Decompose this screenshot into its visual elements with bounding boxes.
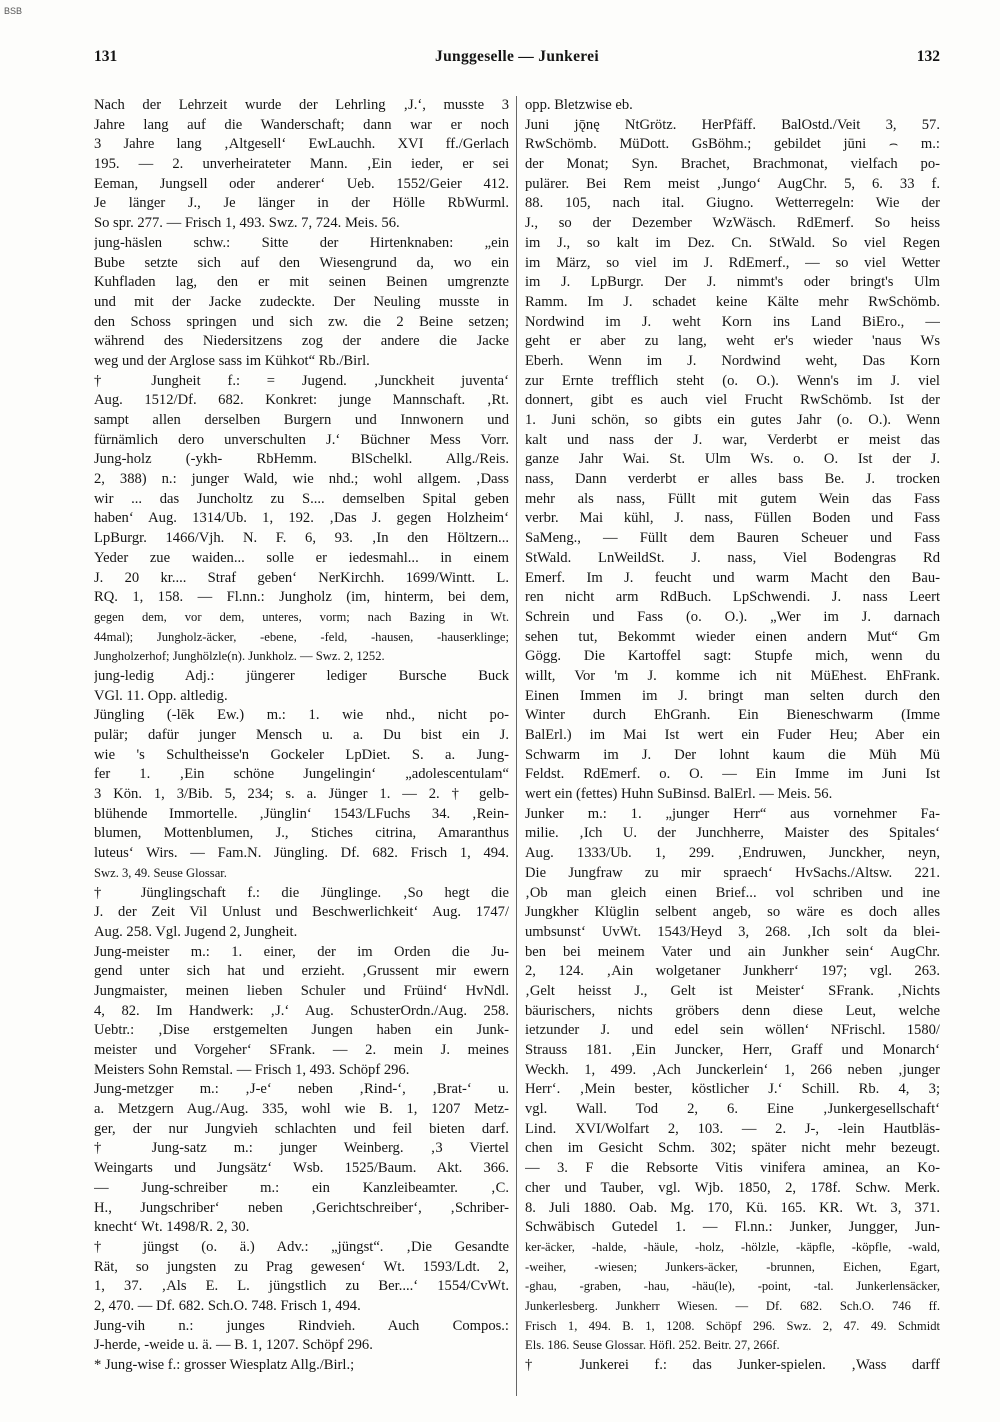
text-line: Aug. 1512/Df. 682. Konkret: junge Mannschaft. ‚Rt. [94, 392, 509, 409]
text-line: Juni jǭnę NtGrötz. HerPfäff. BalOstd./Veit 3, 57. [525, 116, 940, 133]
left-column [94, 96, 509, 1396]
text-line: J-herde, -weide u. ä. — B. 1, 1207. Schöpf 296. [94, 1337, 373, 1354]
text-line: Swz. 3, 49. Seuse Glossar. [94, 865, 227, 880]
text-line: ietzunder J. und edel sein wöllen‘ NFrischl. 1580/ [525, 1022, 940, 1039]
text-line: vgl. Wall. Tod 2, 6. Eine ‚Junkergesellschaft‘ [525, 1101, 940, 1118]
text-line: fer 1. ‚Ein schöne Jungelingin‘ „adolescentulam“ [94, 766, 509, 783]
text-line: Nach der Lehrzeit wurde der Lehrling ‚J.‘, musste 3 [94, 97, 509, 113]
text-line: VGl. 11. Opp. altledig. [94, 687, 228, 704]
text-line: Junker m.: 1. „junger Herr“ aus vornehmer Fa- [525, 805, 940, 822]
text-line: kalt und nass der J. war, Verderbt er meist das [525, 431, 940, 448]
right-column [525, 96, 940, 1396]
text-line: † Jung-satz m.: junger Weinberg. ‚3 Viertel [94, 1140, 509, 1157]
text-line: Einen Immen im J. bringt man selten durch den [525, 687, 940, 704]
text-line: Aug. 1333/Ub. 1, 299. ‚Endruwen, Junckher, neyn, [525, 845, 940, 862]
text-line: Rät, so jungsten zu Prag gewesen‘ Wt. 1593/Ldt. 2, [94, 1258, 509, 1275]
page-number-right: 132 [916, 48, 940, 65]
text-line: Lind. XVI/Wolfart 2, 103. — 2. J-, -lein Hautbläs- [525, 1120, 940, 1137]
text-line: ren nicht arm RdBuch. LpSchwendi. J. nass Leert [525, 589, 940, 606]
text-line: gend unter sich hat und erzieht. ‚Grussent mir ewern [94, 963, 509, 980]
text-line: geht er aber zu lang, weht er's wieder 'naus Ws [525, 333, 940, 350]
text-line: J. der Zeit Vil Unlust und Beschwerlichkeit‘ Aug. 1747/ [94, 904, 509, 921]
text-line: Die Jungfraw zu mir spraech‘ HvSachs./Altsw. 221. [525, 864, 940, 881]
text-line: StWald. LnWeildSt. J. nass, Viel Bodengras Rd [525, 549, 940, 566]
text-line: Meisters Sohn Remstal. — Frisch 1, 493. Schöpf 296. [94, 1061, 410, 1078]
text-line: -weiher, -wiesen; Junkers-äcker, -brunnen, Eichen, Egart, [525, 1259, 940, 1274]
text-line: Schrein und Fass (o. O.). „Wer im J. darnach [525, 608, 940, 625]
text-line: zur Ernte trefflich steht (o. O.). Wenn's im J. viel [525, 372, 940, 389]
text-line: — Jung-schreiber m.: ein Kanzleibeamter. ‚C. [94, 1179, 509, 1196]
text-line: verbr. Mai kühl, J. nass, Füllen Boden und Fass [525, 510, 940, 527]
text-line: LpBurgr. 1466/Vjh. N. F. 6, 93. ‚In den Höltzern... [94, 530, 509, 547]
text-line: mehr als nass, Füllt mit gutem Wein das Fass [525, 490, 940, 507]
text-line: Eberh. Wenn im J. Nordwind weht, Das Korn [525, 352, 940, 369]
text-line: Herr‘. ‚Mein bester, köstlicher J.‘ Schill. Rb. 4, 3; [525, 1081, 940, 1098]
text-line: 2, 388) n.: junger Wald, wie nhd.; wohl allgem. ‚Dass [94, 471, 509, 488]
text-line: Gögg. Die Kartoffel sagt: Stupfe mich, wenn du [525, 648, 940, 665]
text-line: weg und der Arglose sass im Kühkot“ Rb./Birl. [94, 352, 370, 369]
text-line: wir ... das Juncholtz zu S.... demselben Spital geben [94, 490, 509, 507]
text-line: Strauss 181. ‚Ein Juncker, Herr, Graff und Monarch‘ [525, 1042, 940, 1058]
text-line: Aug. 258. Vgl. Jugend 2, Jungheit. [94, 923, 298, 940]
text-line: und mit der Jacke zudeckte. Der Neuling musste in [94, 293, 509, 310]
text-line: So spr. 277. — Frisch 1, 493. Swz. 7, 724. Meis. 56. [94, 215, 400, 232]
text-line: Jung-vih n.: junges Rindvieh. Auch Compos.: [94, 1317, 509, 1334]
text-line: Jung-metzger m.: ‚J-e‘ neben ‚Rind-‘, ‚Brat-‘ u. [94, 1081, 509, 1098]
text-line: milie. ‚Ich U. der Junchherre, Maister des Spitales‘ [525, 825, 940, 842]
text-line: Els. 186. Seuse Glossar. Höfl. 252. Beitr. 27, 266f. [525, 1338, 780, 1353]
text-line: ger, der nur Jungvieh schlachten und feil bieten darf. [94, 1120, 509, 1137]
text-line: 4, 82. Im Handwerk: ‚J.‘ Aug. SchusterOrdn./Aug. 258. [94, 1002, 509, 1019]
text-line: BalErl.) im Mai Ist wert ein Fuder Heu; Aber ein [525, 727, 940, 743]
column-divider [516, 96, 517, 1396]
text-line: Jahre lang auf die Wanderschaft; dann war er noch [94, 116, 509, 133]
text-line: willt, Vor 'm J. komme ich nit MüEhest. EhFrank. [525, 667, 940, 684]
text-line: 1, 37. ‚Als E. L. jüngstlich zu Ber....‘ 1554/CvWt. [94, 1278, 509, 1295]
text-line: Feldst. RdEmerf. o. O. — Ein Imme im Juni Ist [525, 766, 940, 783]
text-line: Yeder zue waiden... solle er iedesmahl... in einem [94, 549, 509, 566]
page-header [94, 48, 940, 74]
text-line: Jungkher Klüglin selbent angeb, so wäre es doch alles [525, 904, 940, 921]
text-line: im März, so viel im J. RdEmerf., — so viel Wetter [525, 254, 940, 271]
text-line: a. Metzgern Aug./Aug. 335, wohl wie B. 1, 1207 Metz- [94, 1101, 509, 1118]
text-line: nass, Dann verderbt er alles bass Be. J. trocken [525, 471, 940, 488]
text-line: knecht‘ Wt. 1498/R. 2, 30. [94, 1219, 250, 1236]
text-line: Schwäbisch Gutedel 1. — Fl.nn.: Junker, Jungger, Jun- [525, 1219, 940, 1236]
text-line: luteus‘ Wirs. — Fam.N. Jüngling. Df. 682. Frisch 1, 494. [94, 845, 509, 862]
text-line: ker-äcker, -halde, -häule, -holz, -hölzle, -käpfle, -köpfle, -wald, [525, 1239, 940, 1254]
text-line: Frisch 1, 494. B. 1, 1208. Schöpf 296. Swz. 2, 47. 49. Schmidt [525, 1318, 940, 1333]
text-line: ben bei meinem Vater und ain Junkher sein‘ AugChr. [525, 943, 940, 960]
text-line: † Jünglingschaft f.: die Jünglinge. ‚So hegt die [94, 884, 509, 901]
text-line: wie 's Schultheisse'n Gockeler LpDiet. S. a. Jung- [94, 746, 509, 763]
text-line: Je länger J., Je länger in der Hölle RbWurml. [94, 195, 509, 212]
text-line: SaMeng., — Füllt dem Bauren Scheuer und Fass [525, 530, 940, 547]
text-line: Uebtr.: ‚Dise erstgemelten Jungen haben ein Junk- [94, 1022, 509, 1039]
text-line: † jüngst (o. ä.) Adv.: „jüngst“. ‚Die Gesandte [94, 1238, 509, 1255]
text-line: ganze Jahr Wai. St. Ulm Ws. o. O. Ist der J. [525, 451, 940, 468]
text-line: wert ein (fettes) Huhn SuBinsd. BalErl. — Meis. 56. [525, 786, 833, 803]
text-line: 1. Juni schön, so gibts ein gutes Jahr (o. O.). Wenn [525, 412, 940, 428]
text-line: sehen tut, Bekommt wieder einen andern Mut“ Gm [525, 628, 940, 645]
text-line: 2, 124. ‚Ain wolgetaner Junkherr‘ 197; vgl. 263. [525, 963, 940, 980]
text-line: 8. Juli 1880. Oab. Mg. 170, Kü. 165. KR. Wt. 3, 371. [525, 1199, 940, 1216]
text-line: 88. 105, nach ital. Giugno. Wetterregeln: Wie der [525, 195, 940, 212]
text-line: im J. LpBurgr. Der J. nimmt's oder bringt's Ulm [525, 274, 940, 291]
text-line: -ghau, -graben, -hau, -häu(le), -point, -tal. Junkerlensäcker, [525, 1279, 940, 1294]
text-line: H., Jungschriber‘ neben ‚Gerichtschreiber‘, ‚Schriber- [94, 1199, 509, 1216]
text-line: Schwarm im J. Der lohnt kaum die Müh Mü [525, 746, 940, 763]
text-line: meister und Vorgeher‘ SFrank. — 2. mein J. meines [94, 1042, 509, 1058]
text-line: haben‘ Aug. 1314/Ub. 1, 192. ‚Das J. gegen Holzheim‘ [94, 510, 509, 527]
text-line: — 3. F die Rebsorte Vitis vinifera aminea, an Ko- [525, 1160, 940, 1177]
page-number-left: 131 [94, 48, 118, 65]
text-line: den Schoss springen und sich zw. die 2 Beine setzen; [94, 313, 509, 330]
text-line: pulär; dafür junger Mensch u. a. Du bist ein J. [94, 727, 509, 743]
text-line: 195. — 2. unverheirateter Mann. ‚Ein ieder, er sei [94, 156, 509, 173]
text-line: J., so der Dezember WzWäsch. RdEmerf. So heiss [525, 215, 940, 232]
text-line: gegen dem, vor dem, unteres, vorm; nach Bazing in Wt. [94, 609, 509, 624]
text-line: donnert, gibt es auch viel Frucht RwSchömb. Ist der [525, 392, 940, 409]
text-line: während des Niedersitzens zog der andere die Jacke [94, 333, 509, 350]
text-line: ‚Ob man gleich einen Brief... vol schriben und ine [525, 884, 940, 901]
text-line: fürnämlich dero unverschulten J.‘ Büchner Mess Vorr. [94, 431, 509, 448]
text-line: blühende Immortelle. ‚Jünglin‘ 1543/LFuchs 34. ‚Rein- [94, 805, 509, 822]
text-line: † Junkerei f.: das Junker-spielen. ‚Wass darff [525, 1357, 940, 1373]
text-line: Jung-meister m.: 1. einer, der im Orden die Ju- [94, 943, 509, 960]
text-line: 2, 470. — Df. 682. Sch.O. 748. Frisch 1, 494. [94, 1297, 361, 1314]
text-line: umbsunst‘ UvWt. 1543/Heyd 3, 268. ‚Ich solt da blei- [525, 923, 940, 940]
running-title: Junggeselle — Junkerei [435, 48, 599, 65]
text-line: der Monat; Syn. Brachet, Brachmonat, vielfach po- [525, 156, 940, 173]
text-line: chen im Gesicht Schm. 302; später nicht mehr bezeugt. [525, 1140, 940, 1157]
library-stamp: BSB [4, 6, 23, 16]
text-line: Jung-holz (-ykh- RbHemm. BlSchelkl. Allg./Reis. [94, 451, 509, 468]
text-line: * Jung-wise f.: grosser Wiesplatz Allg./Birl.; [94, 1357, 355, 1373]
text-line: sampt allen derselben Burgern und Innwonern und [94, 412, 509, 428]
text-line: 44mal); Jungholz-äcker, -ebene, -feld, -hausen, -hauserklinge; [94, 629, 509, 644]
text-line: Weckh. 1, 499. ‚Ach Junckerlein‘ 1, 266 neben ‚junger [525, 1061, 940, 1078]
text-line: J. 20 kr.... Straf geben‘ NerKirchh. 1699/Wintt. L. [94, 569, 509, 586]
text-line: Winter durch EhGranh. Ein Bieneschwarm (Imme [525, 707, 940, 724]
text-line: jung-häslen schw.: Sitte der Hirtenknaben: „ein [94, 234, 509, 251]
text-line: Jüngling (-lēk Ew.) m.: 1. wie nhd., nicht po- [94, 707, 509, 724]
text-line: † Jungheit f.: = Jugend. ‚Junckheit juventa‘ [94, 372, 509, 389]
text-line: cher und Tauber, vgl. Wjb. 1850, 2, 178f. Schw. Merk. [525, 1179, 940, 1196]
text-line: Bube setzte sich auf den Wiesengrund da, wo ein [94, 254, 509, 271]
text-line: Jungholzerhof; Junghölzle(n). Junkholz. — Swz. 2, 1252. [94, 649, 385, 664]
text-line: Jungmaister, meinen lieben Schuler und Früind‘ HvNdl. [94, 982, 509, 999]
text-line: RwSchömb. MüDott. GsBöhm.; gebildet jūni ⌢ m.: [525, 136, 940, 153]
text-line: Weingarts und Jungsätz‘ Wsb. 1525/Baum. Akt. 366. [94, 1160, 509, 1177]
text-line: jung-ledig Adj.: jüngerer lediger Bursche Buck [94, 667, 509, 684]
text-line: RQ. 1, 158. — Fl.nn.: Jungholz (im, hinterm, bei dem, [94, 589, 509, 606]
text-line: opp. Bletzwise eb. [525, 97, 633, 113]
text-line: ‚Gelt heisst J., Gelt ist Meister‘ SFrank. ‚Nichts [525, 982, 940, 999]
text-line: Emerf. Im J. feucht und warm Macht den Bau- [525, 569, 940, 586]
text-line: im J., so kalt im Dez. Cn. StWald. So viel Regen [525, 234, 940, 251]
text-line: Ramm. Im J. schadet keine Kälte mehr RwSchömb. [525, 293, 940, 310]
text-line: pulärer. Bei Rem meist ‚Jungo‘ AugChr. 5, 6. 33 f. [525, 175, 940, 192]
text-line: blumen, Mottenblumen, J., Stiches citrina, Amaranthus [94, 825, 509, 842]
text-line: Junkerlesberg. Junkherr Wiesen. — Df. 682. Sch.O. 746 ff. [525, 1298, 940, 1313]
text-line: 3 Jahre lang ‚Altgesell‘ EwLauchh. XVI ff./Gerlach [94, 136, 509, 153]
text-line: Nordwind im J. weht Korn ins Land BiEro., — [525, 313, 940, 330]
text-line: Eeman, Jungsell oder anderer‘ Ueb. 1552/Geier 412. [94, 175, 509, 192]
text-line: Kuhfladen lag, den er mit seinen Beinen umgrenzte [94, 274, 509, 291]
text-line: bäurischers, nichts gröbers denn diese Leut, welche [525, 1002, 940, 1019]
text-line: 3 Kön. 1, 3/Bib. 5, 234; s. a. Jünger 1. — 2. † gelb- [94, 786, 509, 803]
